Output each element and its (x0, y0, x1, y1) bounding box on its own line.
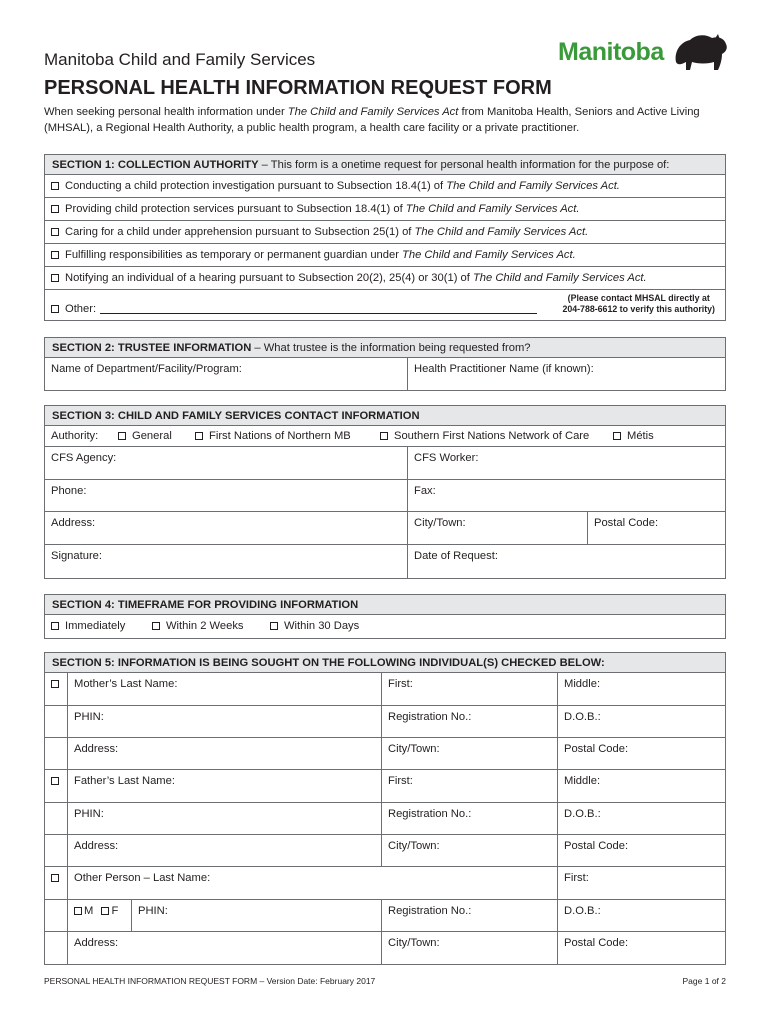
mother-checkbox[interactable] (51, 680, 59, 688)
mother-postal-field[interactable]: Postal Code: (557, 738, 725, 769)
phone-field[interactable]: Phone: (51, 485, 87, 497)
cfs-worker-field[interactable]: CFS Worker: (407, 447, 725, 479)
footer-version: PERSONAL HEALTH INFORMATION REQUEST FORM – Version Date: February 2017 (44, 976, 376, 986)
mother-first-field[interactable]: First: (381, 673, 557, 705)
male-checkbox[interactable] (74, 907, 82, 915)
mother-city-field[interactable]: City/Town: (381, 738, 557, 769)
collection-option-5[interactable]: Notifying an individual of a hearing pursuant to Subsection 20(2), 25(4) or 30(1) of The Child and Family Services Act. (45, 267, 725, 290)
collection-option-1[interactable]: Conducting a child protection investigation pursuant to Subsection 18.4(1) of The Child and Family Services Act. (45, 175, 725, 198)
footer-page-number: Page 1 of 2 (682, 976, 726, 986)
section-4-header: SECTION 4: TIMEFRAME FOR PROVIDING INFORMATION (45, 595, 725, 615)
address-field[interactable]: Address: (51, 517, 96, 529)
other-phin-field[interactable]: PHIN: (131, 900, 381, 931)
section-1 (44, 154, 726, 321)
checkbox[interactable] (51, 228, 59, 236)
form-title: PERSONAL HEALTH INFORMATION REQUEST FORM (44, 77, 552, 99)
other-registration-field[interactable]: Registration No.: (381, 900, 557, 931)
mother-last-name-field[interactable]: Mother’s Last Name: (67, 673, 381, 705)
agency-name: Manitoba Child and Family Services (44, 50, 316, 69)
father-registration-field[interactable]: Registration No.: (381, 803, 557, 834)
other-city-field[interactable]: City/Town: (381, 932, 557, 964)
timeframe-2-weeks[interactable]: Within 2 Weeks (152, 620, 244, 632)
section-3-header: SECTION 3: CHILD AND FAMILY SERVICES CONTACT INFORMATION (45, 406, 725, 426)
mother-phin-field[interactable]: PHIN: (67, 706, 381, 737)
date-of-request-field[interactable]: Date of Request: (407, 545, 725, 578)
father-last-name-field[interactable]: Father’s Last Name: (67, 770, 381, 802)
verify-note: (Please contact MHSAL directly at 204-788-6612 to verify this authority) (562, 293, 715, 314)
timeframe-30-days[interactable]: Within 30 Days (270, 620, 359, 632)
father-dob-field[interactable]: D.O.B.: (557, 803, 725, 834)
section-1-header: SECTION 1: COLLECTION AUTHORITY – This form is a onetime request for personal health information for the purpose of: (45, 155, 725, 175)
father-first-field[interactable]: First: (381, 770, 557, 802)
mother-middle-field[interactable]: Middle: (557, 673, 725, 705)
section-5 (44, 652, 726, 965)
other-address-field[interactable]: Address: (67, 932, 381, 964)
department-field[interactable]: Name of Department/Facility/Program: (51, 363, 242, 375)
father-address-field[interactable]: Address: (67, 835, 381, 866)
intro-text: When seeking personal health information under The Child and Family Services Act from Manitoba Health, Seniors and Active Living (MHSAL), a Regional Health Authority, a public health program, a health care facility or a private practitioner. (44, 106, 700, 134)
collection-option-other[interactable]: Other: (Please contact MHSAL directly at 204-788-6612 to verify this authority) (45, 290, 725, 320)
collection-option-4[interactable]: Fulfilling responsibilities as temporary or permanent guardian under The Child and Family Services Act. (45, 244, 725, 267)
other-person-checkbox[interactable] (51, 874, 59, 882)
signature-field[interactable]: Signature: (51, 550, 102, 562)
mother-address-field[interactable]: Address: (67, 738, 381, 769)
mother-dob-field[interactable]: D.O.B.: (557, 706, 725, 737)
section-3 (44, 405, 726, 579)
manitoba-logo (558, 32, 728, 76)
father-phin-field[interactable]: PHIN: (67, 803, 381, 834)
father-checkbox[interactable] (51, 777, 59, 785)
other-sex-field: M F (67, 900, 131, 931)
other-dob-field[interactable]: D.O.B.: (557, 900, 725, 931)
collection-option-2[interactable]: Providing child protection services pursuant to Subsection 18.4(1) of The Child and Family Services Act. (45, 198, 725, 221)
authority-label: Authority: (51, 430, 99, 442)
collection-option-3[interactable]: Caring for a child under apprehension pursuant to Subsection 25(1) of The Child and Family Services Act. (45, 221, 725, 244)
father-middle-field[interactable]: Middle: (557, 770, 725, 802)
authority-general[interactable]: General (118, 430, 172, 442)
section-2-header: SECTION 2: TRUSTEE INFORMATION – What trustee is the information being requested from? (45, 338, 725, 358)
section-5-header: SECTION 5: INFORMATION IS BEING SOUGHT ON THE FOLLOWING INDIVIDUAL(S) CHECKED BELOW: (45, 653, 725, 673)
bison-icon (672, 32, 730, 74)
logo-wordmark: Manitoba (558, 38, 664, 66)
father-city-field[interactable]: City/Town: (381, 835, 557, 866)
fax-field[interactable]: Fax: (407, 480, 725, 511)
female-checkbox[interactable] (101, 907, 109, 915)
other-last-name-field[interactable]: Other Person – Last Name: (67, 867, 557, 899)
other-first-field[interactable]: First: (557, 867, 725, 899)
authority-fnnm[interactable]: First Nations of Northern MB (195, 430, 351, 442)
other-postal-field[interactable]: Postal Code: (557, 932, 725, 964)
mother-registration-field[interactable]: Registration No.: (381, 706, 557, 737)
father-postal-field[interactable]: Postal Code: (557, 835, 725, 866)
other-text-line[interactable] (100, 304, 537, 314)
timeframe-row (45, 615, 725, 638)
city-field[interactable]: City/Town: (407, 512, 587, 544)
timeframe-immediately[interactable]: Immediately (51, 620, 125, 632)
section-2 (44, 337, 726, 391)
checkbox[interactable] (51, 305, 59, 313)
checkbox[interactable] (51, 205, 59, 213)
checkbox[interactable] (51, 182, 59, 190)
checkbox[interactable] (51, 251, 59, 259)
postal-code-field[interactable]: Postal Code: (587, 512, 725, 544)
authority-sfn[interactable]: Southern First Nations Network of Care (380, 430, 589, 442)
authority-row (45, 426, 725, 447)
checkbox[interactable] (51, 274, 59, 282)
practitioner-field[interactable]: Health Practitioner Name (if known): (407, 358, 725, 390)
authority-metis[interactable]: Métis (613, 430, 654, 442)
section-4 (44, 594, 726, 639)
cfs-agency-field[interactable]: CFS Agency: (51, 452, 117, 464)
